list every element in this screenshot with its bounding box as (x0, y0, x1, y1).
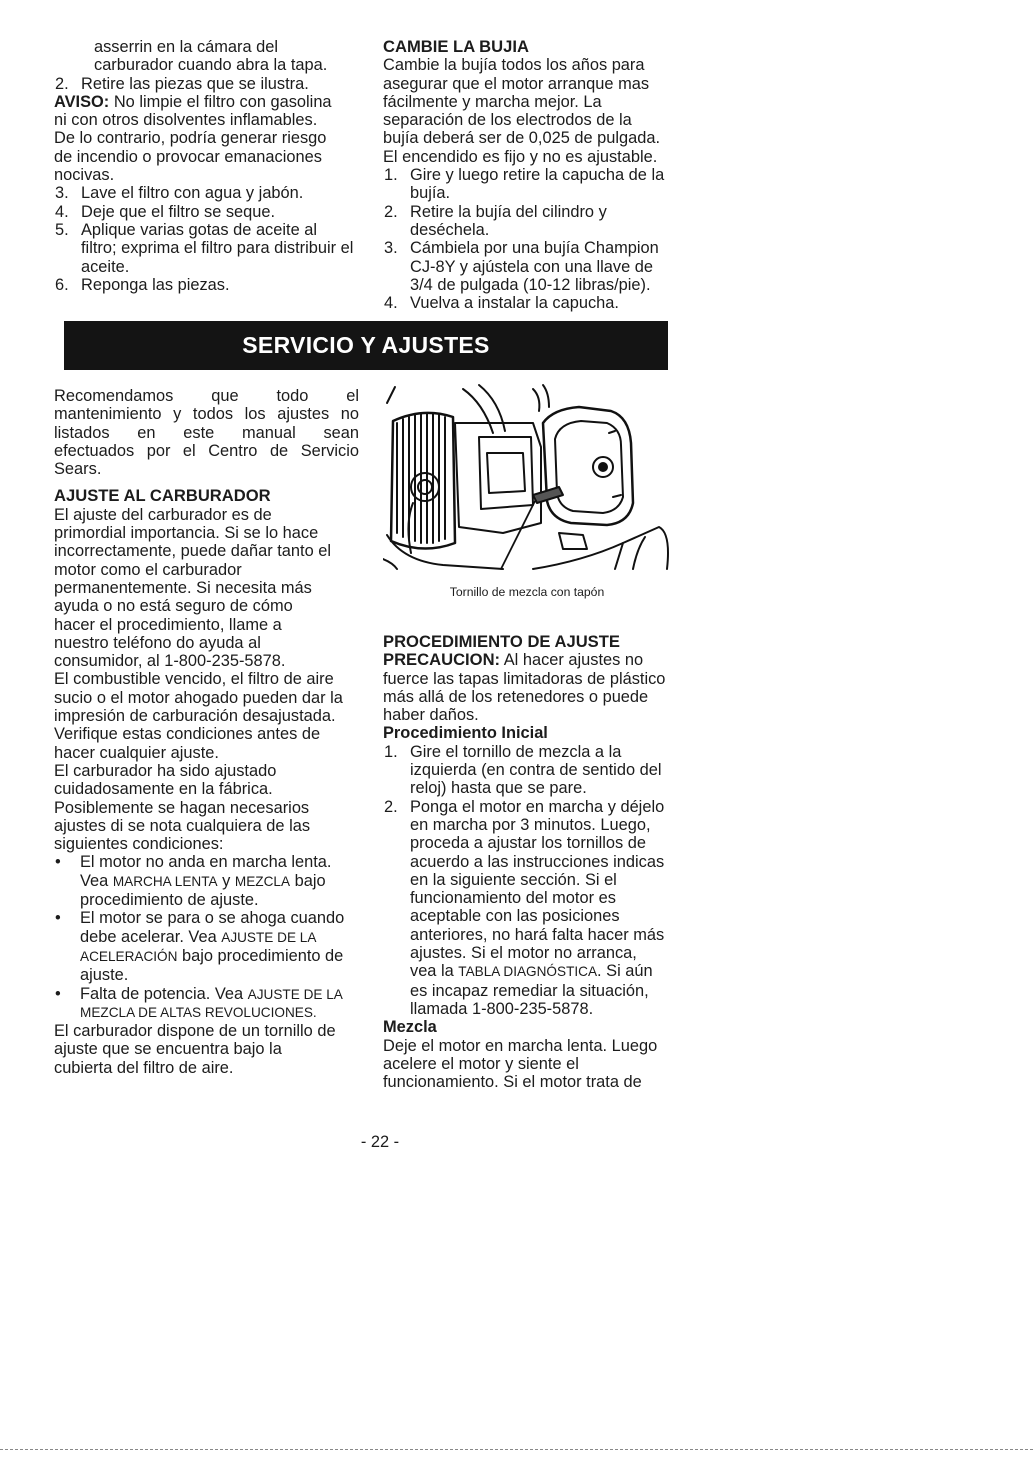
text-line: hacer el procedimiento, llame a (54, 615, 282, 634)
carburator-illustration (383, 383, 673, 579)
list-text: 3/4 de pulgada (10-12 libras/pie). (410, 275, 651, 294)
warning-text: De lo contrario, podría generar riesgo (54, 129, 327, 148)
list-text: aceite. (81, 257, 130, 276)
list-text: Ponga el motor en marcha y déjelo (410, 797, 665, 816)
list-number: 2. (384, 797, 398, 816)
list-number: 1. (384, 166, 398, 185)
list-text: en la siguiente sección. Si el (410, 870, 617, 889)
text-line: El encendido es fijo y no es ajustable. (383, 147, 658, 166)
top-right-column (383, 38, 673, 312)
bullet-text: El motor se para o se ahoga cuando (80, 909, 345, 928)
text-line: primordial importancia. Si se lo hace (54, 524, 319, 543)
text-run: bajo procedimiento de (177, 946, 344, 965)
text-line: funcionamiento. Si el motor trata de (383, 1073, 642, 1092)
warning-label: AVISO: (54, 92, 110, 111)
list-item (383, 798, 675, 1019)
cross-reference: AJUSTE DE LA (221, 929, 317, 945)
text-line: siguientes condiciones: (54, 835, 224, 854)
list-text: reloj) hasta que se pare. (410, 779, 587, 798)
list-number: 3. (55, 184, 69, 203)
section-heading: AJUSTE AL CARBURADOR (54, 486, 271, 506)
list-text: Reponga las piezas. (81, 275, 230, 294)
text-line: efectuados por el Centro de Servicio (54, 441, 359, 460)
list-item (383, 166, 673, 203)
list-number: 4. (55, 202, 69, 221)
text-line: ajuste que se encuentra bajo la (54, 1040, 282, 1059)
bullet-mark: • (55, 909, 61, 928)
text-line: sucio o el motor ahogado pueden dar la (54, 688, 343, 707)
text-run: bajo (290, 871, 326, 890)
text-line: separación de los electrodos de la (383, 111, 632, 130)
bullet-text (80, 985, 359, 1004)
text-line: El carburador ha sido ajustado (54, 761, 277, 780)
caution-label: PRECAUCION: (383, 650, 501, 670)
list-number: 1. (384, 742, 398, 761)
bullet-text: procedimiento de ajuste. (80, 891, 259, 910)
text-line: Deje el motor en marcha lenta. Luego (383, 1036, 658, 1055)
section-heading: PROCEDIMIENTO DE AJUSTE (383, 632, 620, 651)
list-item (383, 203, 673, 240)
top-left-column (54, 38, 354, 294)
list-text: aceptable con las posiciones (410, 907, 620, 926)
cross-reference: MEZCLA (234, 873, 291, 889)
list-text: anteriores, no hará falta hacer más (410, 925, 665, 944)
list-text: Deje que el filtro se seque. (81, 202, 276, 221)
caution-text: haber daños. (383, 706, 479, 725)
text-line: cubierta del filtro de aire. (54, 1058, 234, 1077)
text-line: El combustible vencido, el filtro de aire (54, 670, 334, 689)
list-number: 6. (55, 275, 69, 294)
figure-caption: Tornillo de mezcla con tapón (449, 585, 605, 599)
list-number: 2. (384, 202, 398, 221)
text-line: fácilmente y marcha mejor. La (383, 92, 602, 111)
text-line: carburador cuando abra la tapa. (94, 56, 328, 75)
subheading: Procedimiento Inicial (383, 724, 548, 743)
list-text: en marcha por 3 minutos. Luego, (410, 815, 651, 834)
text-line: mantenimiento y todos los ajustes no (54, 405, 359, 424)
text-line: Posiblemente se hagan necesarios (54, 798, 310, 817)
cross-reference: ACELERACIÓN (80, 948, 178, 964)
list-number: 5. (55, 220, 69, 239)
text-line: El carburador dispone de un tornillo de (54, 1022, 336, 1041)
list-text: Gire y luego retire la capucha de la (410, 166, 665, 185)
list-text: proceda a ajustar los tornillos de (410, 834, 646, 853)
list-text: llamada 1-800-235-5878. (410, 999, 594, 1018)
warning-line (54, 93, 354, 111)
bullet-text (80, 928, 359, 947)
list-text (410, 962, 675, 981)
caution-line (383, 651, 675, 669)
caution-text: más allá de los retenedores o puede (383, 687, 649, 706)
warning-text: nocivas. (54, 166, 115, 185)
text-run: . Si aún (597, 962, 653, 981)
text-line: impresión de carburación desajustada. (54, 707, 336, 726)
warning-text: ni con otros disolventes inflamables. (54, 111, 318, 130)
warning-text: No limpie el filtro con gasolina (113, 92, 332, 111)
bullet-text: El motor no anda en marcha lenta. (80, 853, 332, 872)
list-text: ajustes. Si el motor no arranca, (410, 944, 637, 963)
bottom-left-column (54, 387, 359, 1077)
text-line: asserrin en la cámara del (94, 38, 279, 56)
cross-reference: MEZCLA DE ALTAS REVOLUCIONES. (80, 1004, 317, 1020)
list-text: deséchela. (410, 220, 490, 239)
text-line: ajustes di se nota cualquiera de las (54, 816, 311, 835)
list-item (383, 294, 673, 312)
list-number: 4. (384, 294, 398, 313)
text-line: consumidor, al 1-800-235-5878. (54, 652, 286, 671)
bullet-mark: • (55, 853, 61, 872)
bullet-mark: • (55, 984, 61, 1003)
text-line: Verifique estas condiciones antes de (54, 725, 321, 744)
list-item (383, 239, 673, 294)
list-text: filtro; exprima el filtro para distribuir el (81, 239, 354, 258)
bullet-text (80, 872, 359, 891)
text-line: incorrectamente, puede dañar tanto el (54, 542, 332, 561)
list-text: Vuelva a instalar la capucha. (410, 294, 619, 313)
text-line: Recomendamos que todo el (54, 387, 359, 405)
text-run: vea la (410, 962, 459, 981)
text-run: Falta de potencia. Vea (80, 984, 248, 1003)
list-item (383, 743, 675, 798)
text-line: Cambie la bujía todos los años para (383, 56, 645, 75)
section-heading: CAMBIE LA BUJIA (383, 37, 529, 56)
text-run: Vea (80, 871, 113, 890)
list-text: acuerdo a las instrucciones indicas (410, 852, 665, 871)
cross-reference: AJUSTE DE LA (247, 986, 343, 1002)
list-text: funcionamiento del motor es (410, 889, 616, 908)
bullet-text: ajuste. (80, 966, 129, 985)
text-line: ayuda o no está seguro de cómo (54, 597, 293, 616)
section-banner: SERVICIO Y AJUSTES (64, 321, 668, 370)
warning-text: de incendio o provocar emanaciones (54, 147, 322, 166)
list-text: Cámbiela por una bujía Champion (410, 239, 659, 258)
bullet-item (54, 853, 359, 909)
text-line: Sears. (54, 460, 102, 479)
page-edge-rule (0, 1449, 1033, 1450)
text-line: cuidadosamente en la fábrica. (54, 780, 273, 799)
list-text: Lave el filtro con agua y jabón. (81, 184, 304, 203)
bullet-text (80, 947, 359, 966)
list-text: bujía. (410, 184, 451, 203)
bullet-item (54, 909, 359, 984)
text-line: hacer cualquier ajuste. (54, 743, 219, 762)
list-text: Retire las piezas que se ilustra. (81, 74, 309, 93)
list-text: Gire el tornillo de mezcla a la (410, 742, 622, 761)
caution-text: fuerce las tapas limitadoras de plástico (383, 669, 666, 688)
list-text: Aplique varias gotas de aceite al (81, 220, 317, 239)
subheading: Mezcla (383, 1018, 437, 1037)
page-number: - 22 - (360, 1133, 400, 1151)
text-line: nuestro teléfono do ayuda al (54, 633, 261, 652)
text-line: bujía deberá ser de 0,025 de pulgada. (383, 129, 661, 148)
list-item (54, 276, 354, 294)
text-line: asegurar que el motor arranque mas (383, 74, 650, 93)
cross-reference: TABLA DIAGNÓSTICA (458, 964, 598, 980)
text-line: permanentemente. Si necesita más (54, 578, 312, 597)
list-item (54, 184, 354, 202)
list-text: es incapaz remediar la situación, (410, 981, 649, 1000)
list-item (54, 203, 354, 221)
caution-text: Al hacer ajustes no (500, 651, 644, 670)
list-text: CJ-8Y y ajústela con una llave de (410, 257, 653, 276)
text-run: y (217, 871, 235, 890)
list-text: Retire la bujía del cilindro y (410, 202, 607, 221)
list-item (54, 221, 354, 276)
cross-reference: MARCHA LENTA (112, 873, 218, 889)
text-line: acelere el motor y siente el (383, 1054, 579, 1073)
text-line: El ajuste del carburador es de (54, 505, 272, 524)
bullet-item (54, 985, 359, 1023)
text-line: listados en este manual sean (54, 423, 359, 442)
list-item (54, 75, 354, 93)
list-number: 2. (55, 74, 69, 93)
text-run: debe acelerar. Vea (80, 927, 222, 946)
text-line: motor como el carburador (54, 560, 242, 579)
bottom-right-column (383, 633, 675, 1091)
list-number: 3. (384, 239, 398, 258)
list-text: izquierda (en contra de sentido del (410, 761, 662, 780)
